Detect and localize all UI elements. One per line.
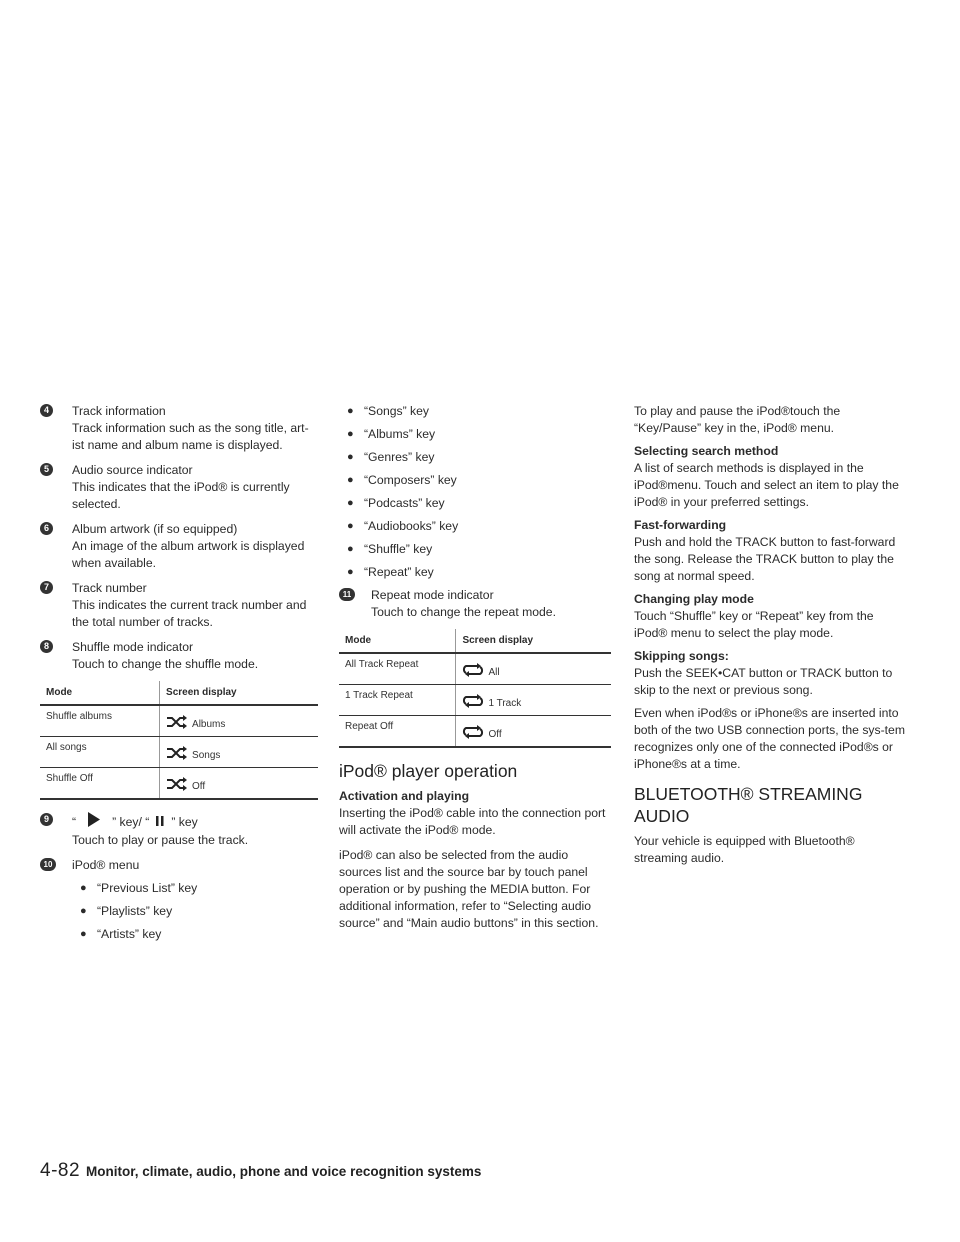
item-description: An image of the album artwork is displayed when available.: [72, 539, 305, 570]
item-title: Track information: [72, 404, 166, 418]
mode-cell: All Track Repeat: [339, 653, 456, 685]
display-cell: [160, 705, 318, 737]
section-heading-bluetooth-streaming-audio: BLUETOOTH® STREAMING AUDIO: [634, 784, 863, 826]
repeat-mode-table: [339, 629, 611, 748]
play-icon: [76, 812, 112, 832]
item-album-artwork: [40, 521, 318, 572]
item-repeat-mode-indicator: [339, 587, 611, 621]
list-item: ● “Playlists” key: [80, 903, 318, 920]
table-row: [339, 653, 611, 685]
shuffle-icon: [166, 746, 188, 760]
callout-number-8: 8: [40, 640, 53, 653]
shuffle-icon: [166, 715, 188, 729]
repeat-icon: [462, 694, 484, 708]
display-label: 1 Track: [488, 698, 522, 709]
callout-number-7: 7: [40, 581, 53, 594]
list-item: ● “Repeat” key: [347, 564, 611, 581]
item-description: This indicates that the iPod® is currently selected.: [72, 480, 290, 511]
callout-number-9: 9: [40, 813, 53, 826]
paragraph: iPod® can also be selected from the audio sources list and the source bar by touch panel operation or by pushing the MEDIA button. For additional information, refer to “Selecting audio source” and “Main audio buttons” in this section.: [339, 848, 599, 930]
page-number: 4-82: [40, 1160, 81, 1181]
column-middle: [339, 403, 611, 940]
display-cell: [456, 685, 611, 716]
mode-cell: Shuffle Off: [40, 768, 160, 800]
pause-icon: [149, 814, 171, 831]
display-cell: [160, 768, 318, 800]
callout-number-4: 4: [40, 404, 53, 417]
table-row: [40, 705, 318, 737]
item-description: Track information such as the song title, art-ist name and album name is displayed.: [72, 421, 309, 452]
item-shuffle-mode-indicator: [40, 639, 318, 673]
shuffle-mode-table: [40, 681, 318, 800]
column-header-mode: Mode: [40, 681, 160, 705]
item-ipod-menu: [40, 857, 318, 943]
item-play-pause-key: [40, 812, 318, 849]
item-title: Shuffle mode indicator: [72, 640, 194, 654]
list-item: ● “Composers” key: [347, 472, 611, 489]
page-footer: [40, 1162, 481, 1180]
paragraph: Push the SEEK•CAT button or TRACK button to skip to the next or previous song.: [634, 666, 893, 697]
list-item: ● “Artists” key: [80, 926, 318, 943]
key-end-text: ” key: [171, 814, 198, 829]
table-row: [339, 685, 611, 716]
subheading-skipping-songs: Skipping songs:: [634, 649, 729, 663]
list-item: ● “Albums” key: [347, 426, 611, 443]
table-header-row: [40, 681, 318, 705]
callout-number-10: 10: [40, 858, 56, 871]
shuffle-icon: [166, 777, 188, 791]
column-header-screen-display: Screen display: [456, 629, 611, 653]
item-description: Touch to play or pause the track.: [72, 833, 249, 847]
display-cell: [456, 716, 611, 748]
play-pause-key-line: [72, 812, 318, 832]
column-header-screen-display: Screen display: [160, 681, 318, 705]
list-item: ● “Podcasts” key: [347, 495, 611, 512]
callout-number-6: 6: [40, 522, 53, 535]
display-cell: [456, 653, 611, 685]
ipod-menu-keys-list: [72, 880, 318, 943]
display-label: Songs: [192, 750, 221, 761]
item-title: Album artwork (if so equipped): [72, 522, 238, 536]
display-cell: [160, 737, 318, 768]
callout-number-5: 5: [40, 463, 53, 476]
item-audio-source-indicator: [40, 462, 318, 513]
callout-number-11: 11: [339, 588, 355, 601]
subheading-selecting-search-method: Selecting search method: [634, 444, 779, 458]
ipod-menu-keys-list-continued: [339, 403, 611, 581]
mode-cell: Shuffle albums: [40, 705, 160, 737]
item-title: Repeat mode indicator: [371, 588, 494, 602]
item-description: Touch to change the repeat mode.: [371, 605, 556, 619]
item-title: Track number: [72, 581, 147, 595]
list-item: ● “Previous List” key: [80, 880, 318, 897]
display-label: Albums: [192, 719, 226, 730]
column-right: [634, 403, 906, 873]
display-label: Off: [488, 729, 502, 740]
paragraph: Touch “Shuffle” key or “Repeat” key from the iPod® menu to select the play mode.: [634, 609, 874, 640]
subheading-fast-forwarding: Fast-forwarding: [634, 518, 727, 532]
mode-cell: 1 Track Repeat: [339, 685, 456, 716]
table-header-row: [339, 629, 611, 653]
chapter-title: Monitor, climate, audio, phone and voice recognition systems: [86, 1164, 482, 1179]
display-label: Off: [192, 781, 206, 792]
mode-cell: Repeat Off: [339, 716, 456, 748]
section-heading-ipod-player-operation: iPod® player operation: [339, 761, 518, 781]
table-row: [339, 716, 611, 748]
item-track-information: [40, 403, 318, 454]
list-item: ● “Genres” key: [347, 449, 611, 466]
column-header-mode: Mode: [339, 629, 456, 653]
table-row: [40, 768, 318, 800]
paragraph: Push and hold the TRACK button to fast-forward the song. Release the TRACK button to play the song at normal speed.: [634, 535, 896, 583]
list-item: ● “Songs” key: [347, 403, 611, 420]
paragraph: A list of search methods is displayed in the iPod®menu. Touch and select an item to play the iPod® in your preferred settings.: [634, 461, 899, 509]
item-title: iPod® menu: [72, 858, 140, 872]
quote-open: “: [72, 814, 77, 829]
repeat-icon: [462, 663, 484, 677]
list-item: ● “Shuffle” key: [347, 541, 611, 558]
subheading-activation: Activation and playing: [339, 789, 470, 803]
paragraph: Inserting the iPod® cable into the connection port will activate the iPod® mode.: [339, 806, 606, 837]
item-description: This indicates the current track number and the total number of tracks.: [72, 598, 307, 629]
key-separator-text: ” key/ “: [112, 814, 150, 829]
item-title: Audio source indicator: [72, 463, 193, 477]
subheading-changing-play-mode: Changing play mode: [634, 592, 754, 606]
table-row: [40, 737, 318, 768]
paragraph: To play and pause the iPod®touch the “Key/Pause” key in the, iPod® menu.: [634, 404, 841, 435]
paragraph: Your vehicle is equipped with Bluetooth® streaming audio.: [634, 834, 855, 865]
item-track-number: [40, 580, 318, 631]
repeat-icon: [462, 725, 484, 739]
item-description: Touch to change the shuffle mode.: [72, 657, 259, 671]
mode-cell: All songs: [40, 737, 160, 768]
paragraph: Even when iPod®s or iPhone®s are inserted into both of the two USB connection ports, the sys-tem recognizes only one of the connected iPod®s or iPhone®s at a time.: [634, 706, 905, 771]
display-label: All: [488, 667, 500, 678]
list-item: ● “Audiobooks” key: [347, 518, 611, 535]
column-left: [40, 403, 318, 951]
